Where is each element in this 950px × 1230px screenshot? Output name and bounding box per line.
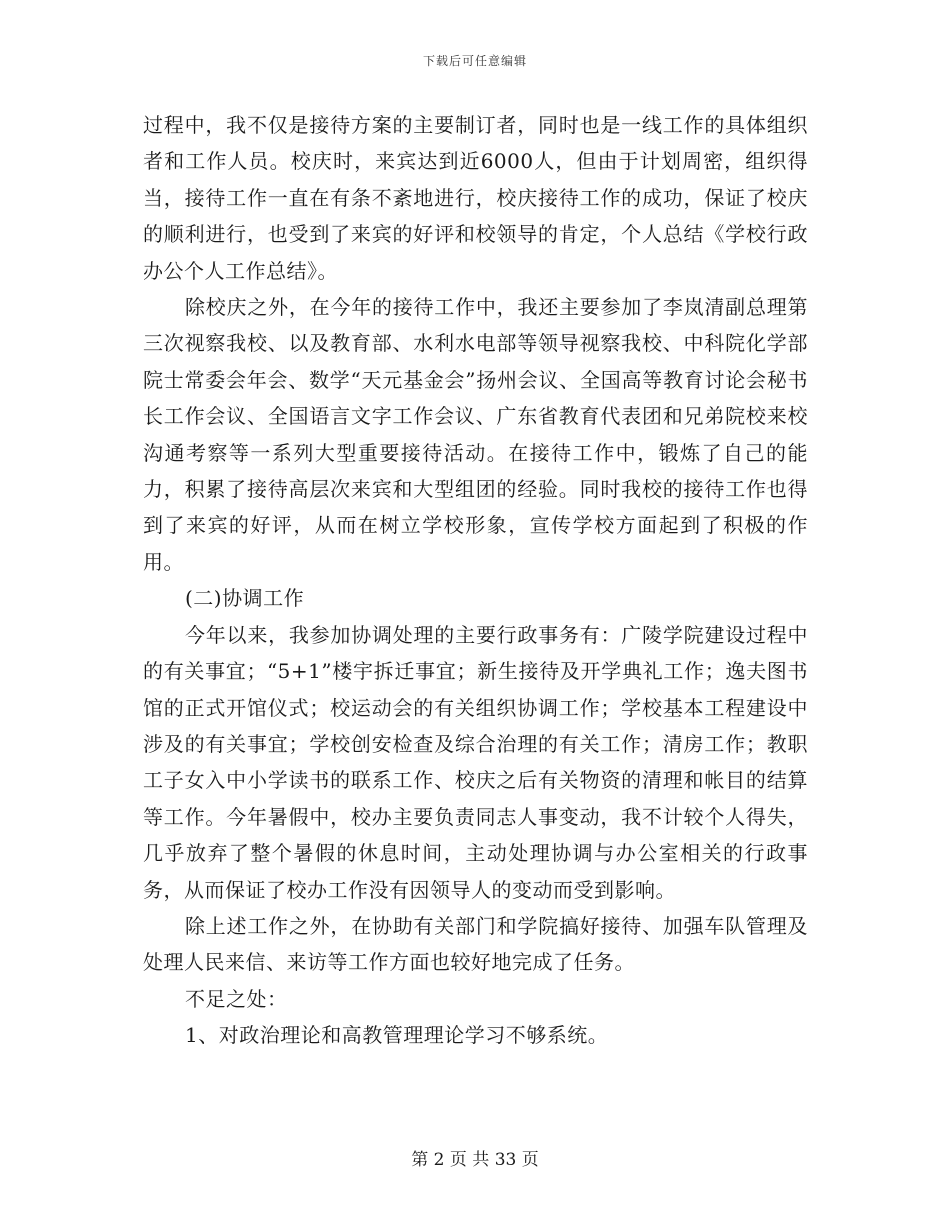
list-item-shortcoming-1: 1、对政治理论和高教管理理论学习不够系统。 (185, 1023, 609, 1048)
paragraph-continuation: 过程中，我不仅是接待方案的主要制订者，同时也是一线工作的具体组织者和工作人员。校庆时，来宾达到近6000人，但由于计划周密，组织得当，接待工作一直在有条不紊地进行，校庆接待工作的成功，保证了校庆的顺利进行，也受到了来宾的好评和校领导的肯定，个人总结《学校行政办公个人工作总结》。 (143, 113, 808, 283)
paragraph-reception: 除校庆之外，在今年的接待工作中，我还主要参加了李岚清副总理第三次视察我校、以及教育部、水利水电部等领导视察我校、中科院化学部院士常委会年会、数学“天元基金会”扬州会议、全国高等教育讨论会秘书长工作会议、全国语言文字工作会议、广东省教育代表团和兄弟院校来校沟通考察等一系列大型重要接待活动。在接待工作中，锻炼了自己的能力，积累了接待高层次来宾和大型组团的经验。同时我校的接待工作也得到了来宾的好评，从而在树立学校形象，宣传学校方面起到了积极的作用。 (143, 295, 808, 574)
page-footer: 第 2 页 共 33 页 (411, 1150, 539, 1170)
document-body (143, 107, 808, 1054)
paragraph-coordination: 今年以来，我参加协调处理的主要行政事务有：广陵学院建设过程中的有关事宜；“5+1”楼宇拆迁事宜；新生接待及开学典礼工作；逸夫图书馆的正式开馆仪式；校运动会的有关组织协调工作；学校基本工程建设中涉及的有关事宜；学校创安检查及综合治理的有关工作；清房工作；教职工子女入中小学读书的联系工作、校庆之后有关物资的清理和帐目的结算等工作。今年暑假中，校办主要负责同志人事变动，我不计较个人得失，几乎放弃了整个暑假的休息时间，主动处理协调与办公室相关的行政事务，从而保证了校办工作没有因领导人的变动而受到影响。 (143, 622, 808, 902)
paragraph-other-work: 除上述工作之外，在协助有关部门和学院搞好接待、加强车队管理及处理人民来信、来访等工作方面也较好地完成了任务。 (143, 913, 808, 975)
heading-shortcomings: 不足之处： (185, 986, 288, 1011)
page-header: 下载后可任意编辑 (422, 54, 527, 68)
section-heading-coordination: (二)协调工作 (185, 586, 305, 611)
